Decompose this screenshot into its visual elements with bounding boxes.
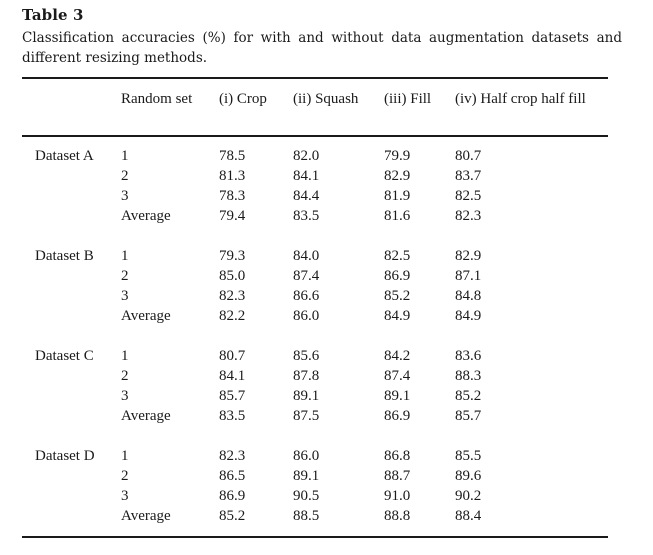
dataset-group-label: Dataset A [35, 148, 94, 164]
cell-random-set: 1 [121, 248, 129, 264]
cell-crop: 85.0 [219, 268, 246, 284]
cell-random-set: 1 [121, 148, 129, 164]
cell-crop: 79.3 [219, 248, 246, 264]
cell-squash: 82.0 [293, 148, 320, 164]
cell-fill: 79.9 [384, 148, 411, 164]
cell-random-set: 3 [121, 188, 129, 204]
cell-random-set: 1 [121, 348, 129, 364]
cell-squash: 88.5 [293, 508, 320, 524]
header-crop: (i) Crop [219, 91, 267, 107]
cell-squash: 86.0 [293, 448, 320, 464]
cell-fill: 85.2 [384, 288, 411, 304]
cell-crop: 78.3 [219, 188, 246, 204]
table-header-rule [22, 135, 608, 137]
cell-fill: 89.1 [384, 388, 411, 404]
cell-squash: 87.4 [293, 268, 320, 284]
cell-squash: 86.6 [293, 288, 320, 304]
cell-fill: 88.7 [384, 468, 411, 484]
cell-half-crop-half-fill: 83.6 [455, 348, 482, 364]
cell-random-set: Average [121, 408, 171, 424]
cell-squash: 85.6 [293, 348, 320, 364]
cell-half-crop-half-fill: 83.7 [455, 168, 482, 184]
cell-random-set: 2 [121, 468, 129, 484]
cell-squash: 87.8 [293, 368, 320, 384]
cell-random-set: 2 [121, 368, 129, 384]
cell-random-set: Average [121, 508, 171, 524]
cell-half-crop-half-fill: 84.8 [455, 288, 482, 304]
table-bottom-rule [22, 536, 608, 538]
cell-fill: 88.8 [384, 508, 411, 524]
cell-half-crop-half-fill: 88.3 [455, 368, 482, 384]
cell-squash: 84.1 [293, 168, 320, 184]
cell-crop: 86.9 [219, 488, 246, 504]
cell-crop: 85.7 [219, 388, 246, 404]
cell-crop: 83.5 [219, 408, 246, 424]
cell-crop: 79.4 [219, 208, 246, 224]
cell-half-crop-half-fill: 82.3 [455, 208, 482, 224]
cell-fill: 84.9 [384, 308, 411, 324]
cell-crop: 82.3 [219, 448, 246, 464]
cell-random-set: 3 [121, 488, 129, 504]
cell-squash: 84.0 [293, 248, 320, 264]
dataset-group-label: Dataset C [35, 348, 94, 364]
cell-squash: 86.0 [293, 308, 320, 324]
cell-fill: 81.6 [384, 208, 411, 224]
cell-half-crop-half-fill: 84.9 [455, 308, 482, 324]
cell-crop: 86.5 [219, 468, 246, 484]
cell-fill: 81.9 [384, 188, 411, 204]
cell-fill: 86.9 [384, 268, 411, 284]
cell-squash: 89.1 [293, 388, 320, 404]
cell-half-crop-half-fill: 87.1 [455, 268, 482, 284]
cell-random-set: Average [121, 308, 171, 324]
cell-half-crop-half-fill: 82.9 [455, 248, 482, 264]
cell-random-set: 2 [121, 268, 129, 284]
cell-fill: 91.0 [384, 488, 411, 504]
cell-crop: 85.2 [219, 508, 246, 524]
table-caption-label: Table 3 [22, 6, 84, 24]
cell-crop: 82.2 [219, 308, 246, 324]
cell-crop: 84.1 [219, 368, 246, 384]
header-fill: (iii) Fill [384, 91, 432, 107]
cell-squash: 84.4 [293, 188, 320, 204]
cell-crop: 81.3 [219, 168, 246, 184]
cell-half-crop-half-fill: 82.5 [455, 188, 482, 204]
cell-random-set: 3 [121, 288, 129, 304]
cell-half-crop-half-fill: 85.5 [455, 448, 482, 464]
cell-half-crop-half-fill: 89.6 [455, 468, 482, 484]
cell-random-set: 2 [121, 168, 129, 184]
cell-fill: 86.8 [384, 448, 411, 464]
header-squash: (ii) Squash [293, 91, 359, 107]
cell-half-crop-half-fill: 80.7 [455, 148, 482, 164]
header-random-set: Random set [121, 91, 193, 107]
dataset-group-label: Dataset B [35, 248, 94, 264]
dataset-group-label: Dataset D [35, 448, 95, 464]
cell-random-set: 1 [121, 448, 129, 464]
cell-squash: 83.5 [293, 208, 320, 224]
cell-crop: 80.7 [219, 348, 246, 364]
cell-random-set: Average [121, 208, 171, 224]
cell-squash: 90.5 [293, 488, 320, 504]
cell-random-set: 3 [121, 388, 129, 404]
header-half-crop-half-fill: (iv) Half crop half fill [455, 91, 586, 107]
cell-crop: 78.5 [219, 148, 246, 164]
table-top-rule [22, 77, 608, 79]
cell-fill: 84.2 [384, 348, 411, 364]
cell-crop: 82.3 [219, 288, 246, 304]
cell-half-crop-half-fill: 85.2 [455, 388, 482, 404]
table-caption-text: Classification accuracies (%) for with and without data augmentation datasets and different resizing methods. [22, 30, 622, 66]
cell-half-crop-half-fill: 90.2 [455, 488, 482, 504]
cell-fill: 86.9 [384, 408, 411, 424]
cell-fill: 82.9 [384, 168, 411, 184]
cell-squash: 89.1 [293, 468, 320, 484]
cell-squash: 87.5 [293, 408, 320, 424]
cell-half-crop-half-fill: 85.7 [455, 408, 482, 424]
cell-fill: 82.5 [384, 248, 411, 264]
cell-fill: 87.4 [384, 368, 411, 384]
cell-half-crop-half-fill: 88.4 [455, 508, 482, 524]
